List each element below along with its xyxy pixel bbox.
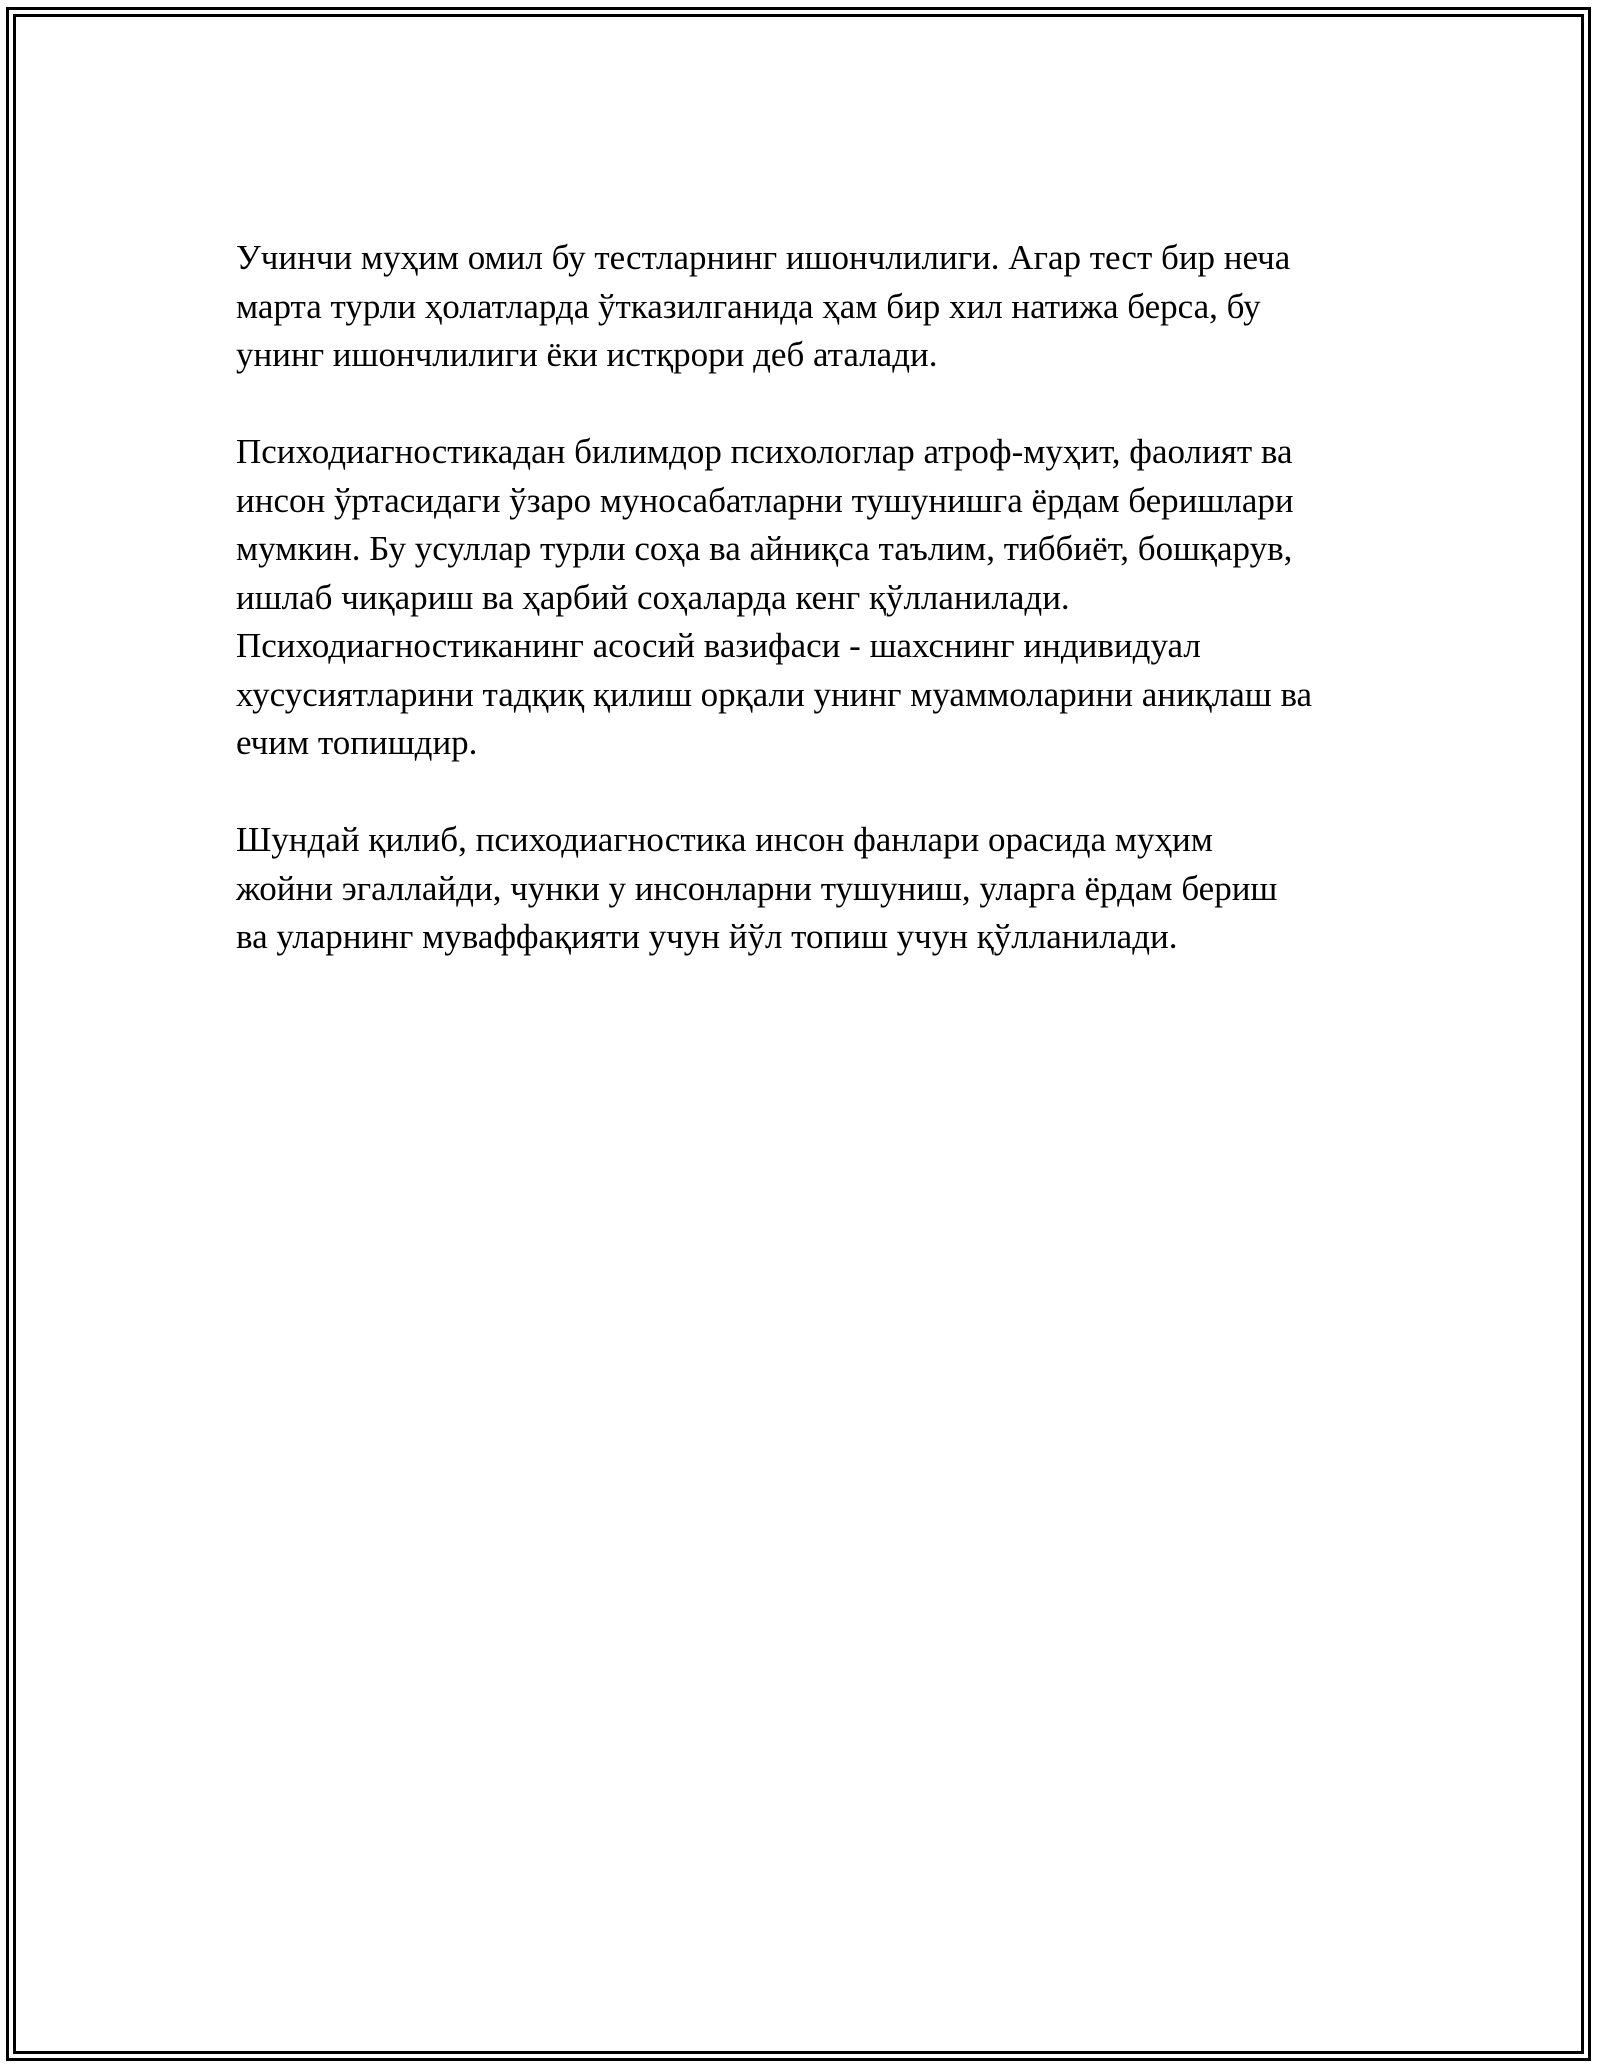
text-line: инсон ўртасидаги ўзаро муносабатларни тушунишга ёрдам беришлари	[236, 480, 1294, 520]
paragraph	[236, 234, 1386, 380]
document-body	[236, 234, 1386, 962]
text-line: унинг ишончлилиги ёки истқрори деб аталади.	[236, 335, 938, 374]
text-line: Психодиагностикадан билимдор психологлар атроф-муҳит, фаолият ва	[236, 432, 1293, 471]
text-line: хусусиятларини тадқиқ қилиш орқали унинг муаммоларини аниқлаш ва	[236, 674, 1313, 714]
text-line: ечим топишдир.	[236, 723, 478, 762]
text-line: Психодиагностиканинг асосий вазифаси - шахснинг индивидуал	[236, 626, 1201, 665]
text-line: Шундай қилиб, психодиагностика инсон фанлари орасида муҳим	[236, 820, 1213, 859]
text-line: ва уларнинг муваффақияти учун йўл топиш учун қўлланилади.	[236, 917, 1178, 956]
paragraph	[236, 428, 1386, 768]
text-line: мумкин. Бу усуллар турли соҳа ва айниқса таълим, тиббиёт, бошқарув,	[236, 529, 1293, 568]
text-line: жойни эгаллайди, чунки у инсонларни тушуниш, уларга ёрдам бериш	[236, 868, 1278, 908]
paragraph	[236, 816, 1386, 962]
text-line: Учинчи муҳим омил бу тестларнинг ишончлилиги. Агар тест бир неча	[236, 238, 1291, 277]
text-line: марта турли ҳолатларда ўтказилганида ҳам бир хил натижа берса, бу	[236, 286, 1261, 326]
text-line: ишлаб чиқариш ва ҳарбий соҳаларда кенг қўлланилади.	[236, 577, 1070, 617]
